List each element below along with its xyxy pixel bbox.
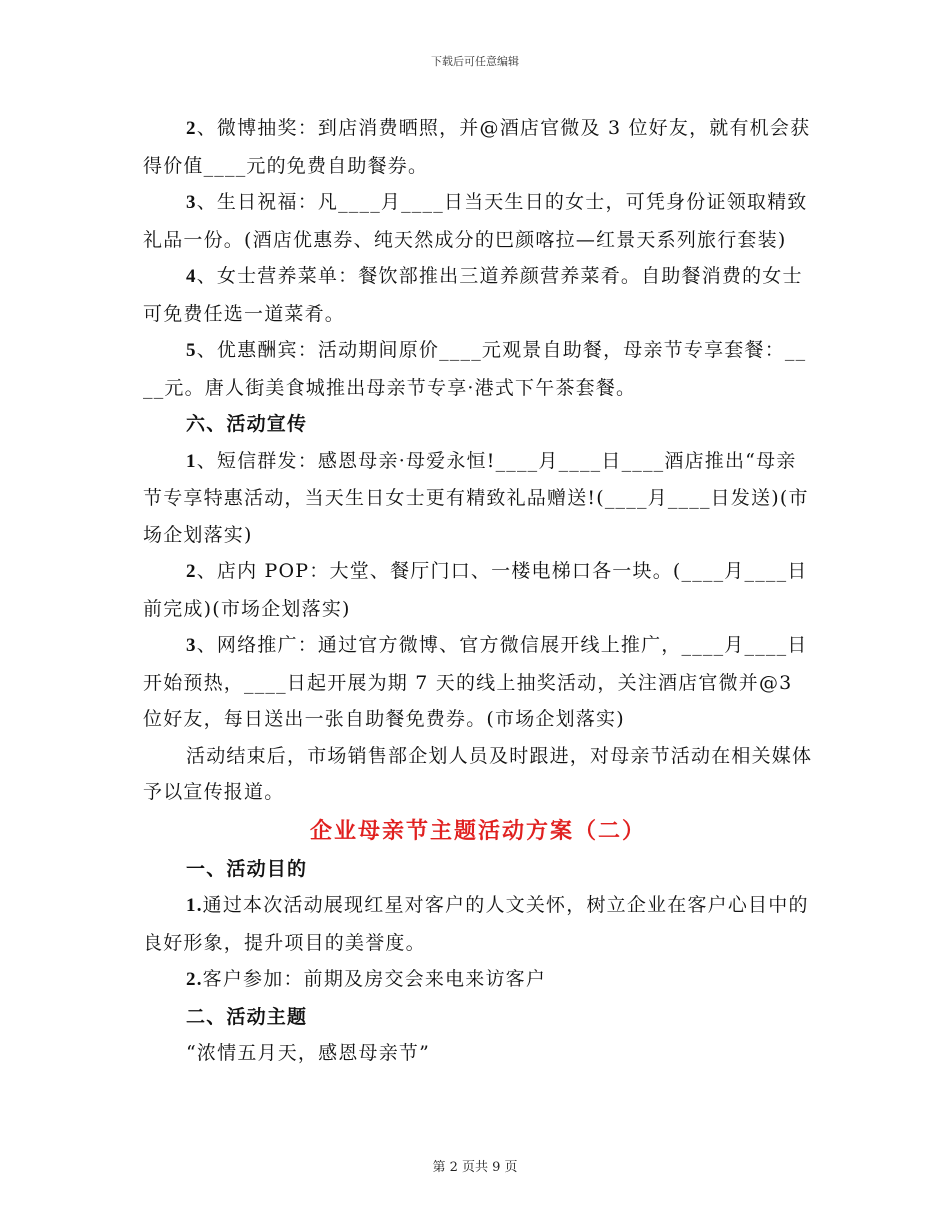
paragraph-purpose-1 — [143, 887, 813, 961]
section-heading-promotion: 六、活动宣传 — [186, 413, 308, 435]
paragraph-text: 、优惠酬宾：活动期间原价____元观景自助餐，母亲节专享套餐：____元。唐人街美食城推出母亲节专享·港式下午茶套餐。 — [143, 339, 807, 399]
paragraph-sms — [143, 443, 813, 554]
document-body — [143, 110, 813, 1072]
item-number: 5 — [186, 340, 197, 361]
section-heading-purpose: 一、活动目的 — [186, 857, 308, 880]
paragraph-text: 、网络推广：通过官方微博、官方微信展开线上推广，____月____日开始预热，____日起开展为期 7 天的线上抽奖活动，关注酒店官微并@3 位好友，每日送出一张自助餐免费券。(市场企划落实) — [143, 634, 808, 730]
item-number: 3 — [186, 192, 197, 213]
item-number: 1. — [186, 895, 203, 916]
paragraph-text: 通过本次活动展现红星对客户的人文关怀，树立企业在客户心目中的良好形象，提升项目的美誉度。 — [143, 894, 809, 954]
page-header: 下载后可任意编辑 — [431, 55, 519, 68]
section-heading-theme: 二、活动主题 — [186, 1005, 308, 1028]
item-number: 3 — [186, 635, 197, 656]
item-number: 2 — [186, 118, 197, 139]
paragraph-weibo-lottery — [143, 110, 813, 184]
paragraph-text: 客户参加：前期及房交会来电来访客户 — [202, 968, 547, 990]
item-number: 2 — [186, 561, 197, 582]
paragraph-discount — [143, 332, 813, 406]
paragraph-followup: 活动结束后，市场销售部企划人员及时跟进，对母亲节活动在相关媒体予以宣传报道。 — [143, 744, 813, 803]
paragraph-text: 、微博抽奖：到店消费晒照，并@酒店官微及 3 位好友，就有机会获得价值____元的免费自助餐券。 — [143, 117, 811, 177]
paragraph-text: 、女士营养菜单：餐饮部推出三道养颜营养菜肴。自助餐消费的女士可免费任选一道菜肴。 — [143, 265, 803, 325]
paragraph-text: 、店内 POP：大堂、餐厅门口、一楼电梯口各一块。(____月____日前完成)(市场企划落实) — [143, 560, 808, 620]
paragraph-ladies-menu — [143, 258, 813, 332]
plan-title: 企业母亲节主题活动方案（二） — [309, 817, 646, 844]
item-number: 2. — [186, 969, 203, 990]
paragraph-online — [143, 627, 813, 738]
paragraph-birthday-wishes — [143, 184, 813, 258]
paragraph-pop — [143, 553, 813, 627]
page-footer: 第 2 页共 9 页 — [432, 1160, 518, 1175]
paragraph-theme: “浓情五月天，感恩母亲节” — [186, 1042, 431, 1064]
paragraph-purpose-2 — [143, 961, 813, 999]
paragraph-text: 、短信群发：感恩母亲·母爱永恒!____月____日____酒店推出“母亲节专享特惠活动，当天生日女士更有精致礼品赠送!(____月____日发送)(市场企划落实) — [143, 449, 809, 546]
item-number: 1 — [186, 450, 197, 472]
paragraph-text: 、生日祝福：凡____月____日当天生日的女士，可凭身份证领取精致礼品一份。(酒店优惠券、纯天然成分的巴颜喀拉—红景天系列旅行套装) — [143, 191, 808, 251]
item-number: 4 — [186, 266, 197, 287]
